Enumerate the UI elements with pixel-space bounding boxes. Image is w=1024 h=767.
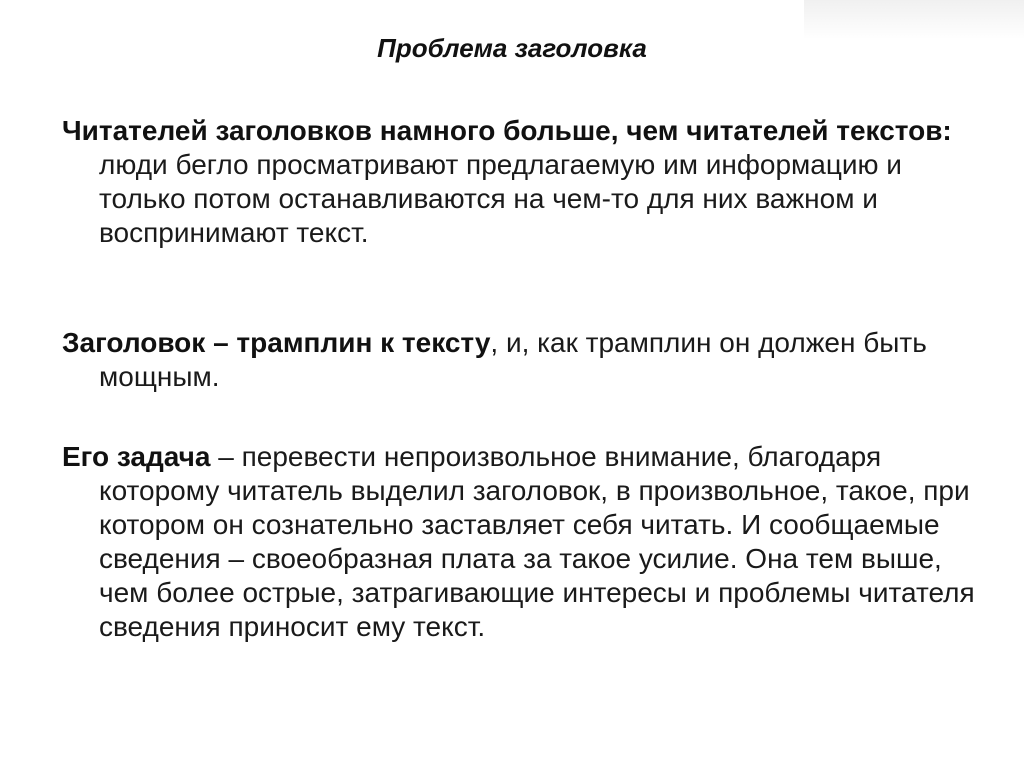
paragraph-springboard: [62, 326, 989, 394]
paragraph-task-bold: Его задача: [62, 441, 211, 472]
paragraph-springboard-bold: Заголовок – трамплин к тексту: [62, 327, 491, 358]
paragraph-springboard-text: , и, как трамплин он должен быть мощным.: [99, 327, 927, 392]
paragraph-readers: [62, 114, 989, 250]
paragraph-readers-bold: Читателей заголовков намного больше, чем читателей текстов:: [62, 115, 952, 146]
slide-title: Проблема заголовка: [377, 33, 647, 63]
paragraph-task-text: – перевести непроизвольное внимание, благодаря которому читатель выделил заголовок, в произвольное, такое, при котором он сознательно заставляет себя читать. И сообщаемые сведения – своеобразная плата за такое усилие. Она тем выше, чем более острые, затрагивающие интересы и проблемы читателя сведения приносит ему текст.: [99, 441, 975, 642]
paragraph-task: [62, 440, 989, 644]
paragraph-readers-text: люди бегло просматривают предлагаемую им информацию и только потом останавливаются на чем-то для них важном и воспринимают текст.: [99, 149, 902, 248]
